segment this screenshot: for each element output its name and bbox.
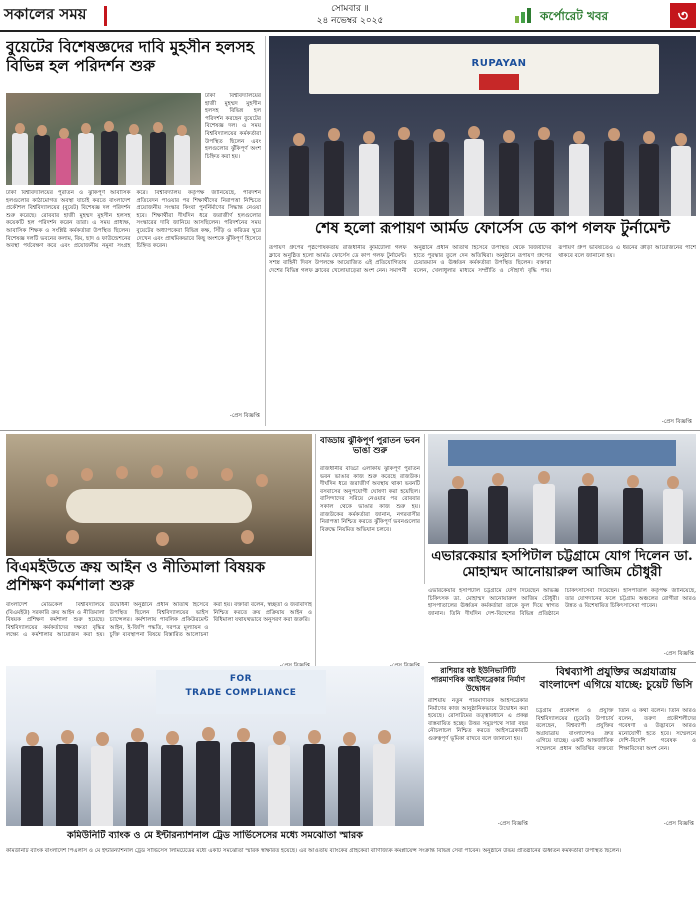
story7-byline: -প্রেস বিজ্ঞপ্তি — [663, 821, 694, 827]
story2-banner: RUPAYAN — [471, 58, 527, 69]
story2-byline: -প্রেস বিজ্ঞপ্তি — [661, 419, 692, 425]
story3-body: বাংলাদেশ মেডিকেল বিশ্ববিদ্যালয়ে (বিএমইউ) সরকারি ক্রয় আইন ও নীতিমালা বিষয়ক প্রশিক্ষণ কর্মশালা শুরু হয়েছে। বিশ্ববিদ্যালয়ের কর্মকর্তাদের দক্ষতা বৃদ্ধির লক্ষ্যে এ কর্মশালার আয়োজন করা হয়। উদ্বোধনী অনুষ্ঠানে প্রধান অতিথি হিসেবে উপস্থিত ছিলেন বিশ্ববিদ্যালয়ের ভাইস চ্যান্সেলর। কর্মশালায় পাবলিক প্রকিউরমেন্ট আইন, ই-জিপি পদ্ধতি, দরপত্র মূল্যায়ন ও চুক্তি ব্যবস্থাপনা বিষয়ে বিস্তারিত আলোচনা করা হয়। বক্তারা বলেন, স্বচ্ছতা ও জবাবদিহি নিশ্চিত করতে ক্রয় প্রক্রিয়ায় আইন ও বিধিমালা যথাযথভাবে অনুসরণ করা জরুরি। — [6, 602, 312, 639]
story6-byline: -প্রেস বিজ্ঞপ্তি — [497, 821, 528, 827]
story8-body: কমিউনিটি ব্যাংক বাংলাদেশ পিএলসি ও মে ইন্টারন্যাশনাল ট্রেড সার্ভিসেস লিমিটেডের মধ্যে একটি সমঝোতা স্মারক স্বাক্ষরিত হয়েছে। এর আওতায় ব্যাংকের গ্রাহকেরা বাণিজ্যিক কমপ্লায়েন্স সংক্রান্ত বিভিন্ন সেবা পাবেন। অনুষ্ঠানে উভয় প্রতিষ্ঠানের ঊর্ধ্বতন কর্মকর্তারা উপস্থিত ছিলেন। — [6, 848, 622, 854]
column-divider — [424, 434, 425, 584]
story7-body: চট্টগ্রাম প্রকৌশল ও প্রযুক্তি বিশ্ববিদ্যালয়ের (চুয়েট) উপাচার্য বলেছেন, বিশ্বব্যাপী প্রযুক্তির অগ্রযাত্রায় বাংলাদেশও দ্রুত এগিয়ে যাচ্ছে। একটি আন্তর্জাতিক সম্মেলনে প্রধান অতিথির বক্তব্যে তিনি এ কথা বলেন। তিনি আরও বলেন, তরুণ প্রকৌশলীদের গবেষণা ও উদ্ভাবনে আরও মনোযোগী হতে হবে। সম্মেলনে দেশি-বিদেশি গবেষক ও শিক্ষাবিদেরা অংশ নেন। — [536, 708, 696, 752]
story5-headline: এভারকেয়ার হসপিটাল চট্টগ্রামে যোগ দিলেন ডা. মোহাম্মদ আনোয়ারুল আজিম চৌধুরী — [431, 548, 693, 581]
story5-photo — [428, 434, 696, 544]
story2-photo — [269, 36, 696, 216]
bar-chart-icon — [514, 7, 536, 23]
story1-byline: -প্রেস বিজ্ঞপ্তি — [229, 413, 260, 419]
story2-body: রূপায়ণ গ্রুপের পৃষ্ঠপোষকতায় রাজধানীর কুর্মিটোলা গলফ ক্লাবে অনুষ্ঠিত হলো আর্মড ফোর্সেস ডে কাপ গলফ টুর্নামেন্ট। সশস্ত্র বাহিনী দিবস উপলক্ষে আয়োজিত এই প্রতিযোগিতায় দেশের বিভিন্ন গলফ ক্লাবের খেলোয়াড়েরা অংশ নেন। সমাপনী অনুষ্ঠানে প্রধান অতিথি হিসেবে উপস্থিত থেকে বিজয়ীদের হাতে পুরস্কার তুলে দেন অতিথিরা। অনুষ্ঠানে রূপায়ণ গ্রুপের চেয়ারম্যান ও ঊর্ধ্বতন কর্মকর্তারা উপস্থিত ছিলেন। বক্তারা বলেন, খেলাধুলার মাধ্যমে সম্প্রীতি ও সৌহার্দ্য বৃদ্ধি পায়। রূপায়ণ গ্রুপ ভবিষ্যতেও এ ধরনের ক্রীড়া আয়োজনের পাশে থাকবে বলে জানানো হয়। — [269, 245, 696, 274]
story8-banner-title: FOR — [229, 674, 253, 684]
story8-photo — [6, 666, 424, 826]
story6-headline: রাশিয়ার ষষ্ঠ ইউনিভার্সিটি পারমাণবিক আইসব্রেকার নির্মাণ উদ্বোধন — [430, 666, 526, 693]
story1-body: ঢাকা বিশ্ববিদ্যালয়ের পুরাতন ও ঝুঁকিপূর্ণ আবাসিক হলগুলোর কাঠামোগত অবস্থা যাচাই করতে বাংলাদেশ প্রকৌশল বিশ্ববিদ্যালয়ের (বুয়েট) বিশেষজ্ঞ দল পরিদর্শন শুরু করেছে। রোববার হাজী মুহম্মদ মুহসীন হলসহ কয়েকটি হল পরিদর্শন করেন তারা। এ সময় প্রাধ্যক্ষ, আবাসিক শিক্ষক ও সংশ্লিষ্ট কর্মকর্তারা উপস্থিত ছিলেন। বিশেষজ্ঞ দলটি ভবনের কলাম, বিম, ছাদ ও ফাউন্ডেশনের অবস্থা পর্যবেক্ষণ করে এবং প্রয়োজনীয় নমুনা সংগ্রহ করে। বিশ্ববিদ্যালয় কর্তৃপক্ষ জানিয়েছে, পরিদর্শন প্রতিবেদন পাওয়ার পর শিক্ষার্থীদের নিরাপত্তা নিশ্চিতে প্রয়োজনীয় সংস্কার কিংবা পুনর্নির্মাণের সিদ্ধান্ত নেওয়া হবে। শিক্ষার্থীরা দীর্ঘদিন ধরে জরাজীর্ণ হলগুলোর সংস্কারের দাবি জানিয়ে আসছিলেন। পরিদর্শনের সময় বুয়েটের অধ্যাপকেরা বিভিন্ন কক্ষ, সিঁড়ি ও করিডর ঘুরে দেখেন এবং প্রাথমিকভাবে কিছু অংশকে ঝুঁকিপূর্ণ হিসেবে চিহ্নিত করেন। — [6, 190, 261, 250]
story1-headline: বুয়েটের বিশেষজ্ঞদের দাবি মুহসীন হলসহ বিভিন্ন হল পরিদর্শন শুরু — [6, 38, 254, 75]
story2-headline: শেষ হলো রূপায়ণ আর্মড ফোর্সেস ডে কাপ গলফ টুর্নামেন্ট — [314, 219, 671, 237]
story8-banner-subtitle: TRADE COMPLIANCE — [185, 688, 297, 698]
story4-body: রাজধানীর বাড্ডা এলাকায় ঝুঁকিপূর্ণ পুরাতন ভবন ভাঙার কাজ শুরু করেছে রাজউক। দীর্ঘদিন ধরে জরাজীর্ণ অবস্থায় থাকা ভবনটি বসবাসের অনুপযোগী ঘোষণা করা হয়েছিল। বাসিন্দাদের সরিয়ে নেওয়ার পর রোববার সকাল থেকে ভাঙার কাজ শুরু হয়। রাজউকের কর্মকর্তারা জানান, নগরবাসীর নিরাপত্তা নিশ্চিত করতে ঝুঁকিপূর্ণ ভবনগুলোর বিরুদ্ধে নিয়মিত অভিযান চলবে। — [320, 466, 420, 533]
day: সোমবার ॥ — [331, 4, 369, 14]
story1-side-text: ঢাকা বিশ্ববিদ্যালয়ের হাজী মুহম্মদ মুহসীন হলসহ বিভিন্ন হল পরিদর্শন করছেন বুয়েটের বিশেষজ্ঞ দল। এ সময় বিশ্ববিদ্যালয়ের কর্মকর্তারা উপস্থিত ছিলেন এবং হলগুলোর ঝুঁকিপূর্ণ অংশ চিহ্নিত করা হয়। — [205, 93, 261, 160]
section-rule — [428, 662, 696, 663]
story8-headline: কমিউনিটি ব্যাংক ও মে ইন্টারন্যাশনাল ট্রেড সার্ভিসেসের মধ্যে সমঝোতা স্মারক — [67, 830, 363, 841]
page-header — [0, 0, 700, 32]
story7-headline: বিশ্বব্যাপী প্রযুক্তির অগ্রযাত্রায় বাংলাদেশ এগিয়ে যাচ্ছে: চুয়েট ভিসি — [539, 666, 693, 691]
column-divider — [265, 36, 266, 426]
section-name: কর্পোরেট খবর — [540, 9, 609, 23]
page-number: ৩ — [670, 3, 696, 28]
story1-photo — [6, 93, 201, 185]
masthead: সকালের সময় — [4, 5, 87, 23]
story5-byline: -প্রেস বিজ্ঞপ্তি — [663, 651, 694, 657]
section-rule — [0, 430, 700, 431]
story4-headline: বাড্ডায় ঝুঁকিপূর্ণ পুরাতন ভবন ভাঙা শুরু — [320, 436, 420, 457]
date: ২৪ নভেম্বর ২০২৫ — [316, 16, 384, 26]
story6-body: রাশিয়ায় নতুন পারমাণবিক আইসব্রেকার নির্মাণের কাজ আনুষ্ঠানিকভাবে উদ্বোধন করা হয়েছে। রোসাটমের তত্ত্বাবধানে এ প্রকল্প বাস্তবায়িত হচ্ছে। উত্তর সমুদ্রপথে সারা বছর নৌচলাচল নিশ্চিত করতে আইসব্রেকারটি গুরুত্বপূর্ণ ভূমিকা রাখবে বলে জানানো হয়। — [428, 698, 528, 742]
story5-body: এভারকেয়ার হসপিটাল চট্টগ্রামে যোগ দিয়েছেন অভিজ্ঞ চিকিৎসক ডা. মোহাম্মদ আনোয়ারুল আজিম চৌধুরী। হাসপাতালের ঊর্ধ্বতন কর্মকর্তারা তাকে ফুল দিয়ে স্বাগত জানান। তিনি দীর্ঘদিন দেশ-বিদেশের বিভিন্ন প্রতিষ্ঠানে চিকিৎসাসেবা দিয়েছেন। হাসপাতাল কর্তৃপক্ষ জানিয়েছে, তার যোগদানের ফলে চট্টগ্রাম অঞ্চলের রোগীরা আরও উন্নত ও বিশেষায়িত চিকিৎসাসেবা পাবেন। — [428, 588, 696, 617]
story3-photo — [6, 434, 312, 556]
story3-headline: বিএমইউতে ক্রয় আইন ও নীতিমালা বিষয়ক প্রশিক্ষণ কর্মশালা শুরু — [6, 558, 266, 594]
